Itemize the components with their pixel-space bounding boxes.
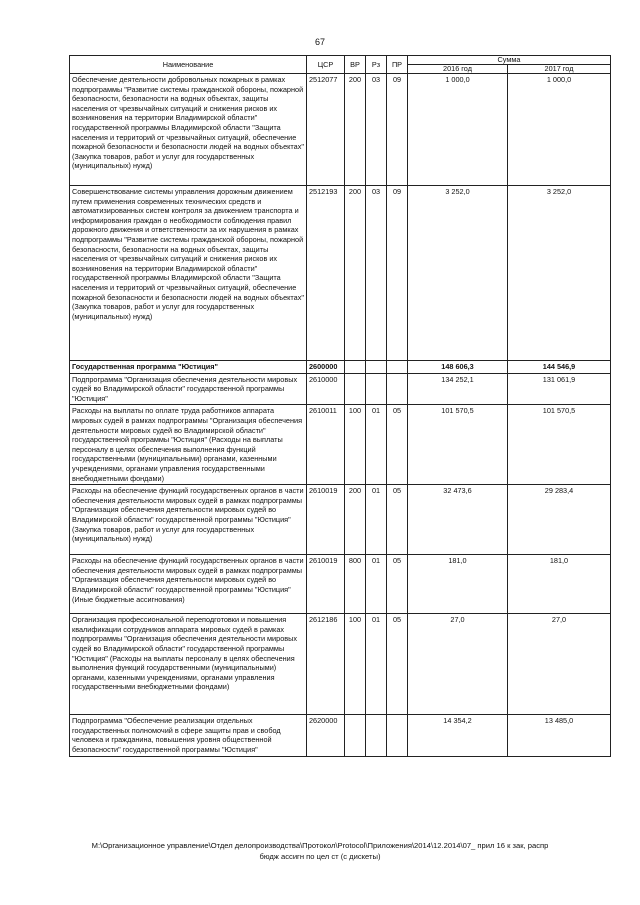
row-csr: 2610019 [307, 555, 345, 614]
row-pr: 09 [387, 186, 408, 361]
footer-line-1: М:\Организационное управление\Отдел делопроизводства\Протокол\Protocol\Приложения\2014\12.2014\07_ прил 16 к зак, распр [91, 841, 549, 850]
row-vr: 100 [345, 614, 366, 715]
row-vr: 200 [345, 74, 366, 186]
header-rz: Рз [366, 56, 387, 74]
row-2016: 1 000,0 [408, 74, 508, 186]
row-rz: 01 [366, 555, 387, 614]
header-2017: 2017 год [508, 65, 611, 74]
row-name: Расходы на обеспечение функций государственных органов в части обеспечения деятельности мировых судей в рамках подпрограммы "Организация обеспечения деятельности мировых судей во Владимирской области" государственной программы "Юстиция" (Закупка товаров, работ и услуг для государственных (муниципальных) нужд) [70, 485, 307, 555]
row-2017: 1 000,0 [508, 74, 611, 186]
row-2017: 3 252,0 [508, 186, 611, 361]
table-row [70, 405, 611, 485]
row-2016: 181,0 [408, 555, 508, 614]
table-row [70, 715, 611, 756]
row-vr [345, 715, 366, 756]
row-name: Государственная программа "Юстиция" [70, 361, 307, 374]
table-row [70, 614, 611, 715]
row-rz: 01 [366, 614, 387, 715]
row-vr: 800 [345, 555, 366, 614]
row-csr: 2512077 [307, 74, 345, 186]
row-vr: 100 [345, 405, 366, 485]
row-name: Подпрограмма "Организация обеспечения деятельности мировых судей во Владимирской области" государственной программы "Юстиция" [70, 373, 307, 405]
row-2016: 32 473,6 [408, 485, 508, 555]
table-row [70, 485, 611, 555]
row-rz: 01 [366, 485, 387, 555]
table-row [70, 361, 611, 374]
row-pr: 05 [387, 614, 408, 715]
header-2016: 2016 год [408, 65, 508, 74]
row-rz: 03 [366, 186, 387, 361]
row-csr: 2600000 [307, 361, 345, 374]
row-2017: 181,0 [508, 555, 611, 614]
row-pr [387, 361, 408, 374]
row-name: Расходы на выплаты по оплате труда работников аппарата мировых судей в рамках подпрограммы "Организация обеспечения деятельности мировых судей во Владимирской области" государственной программы "Юстиция" (Расходы на выплаты персоналу в целях обеспечения выполнения функций государственными (муниципальными) органами, казенными учреждениями, органами управления государственными внебюджетными фондами) [70, 405, 307, 485]
header-pr: ПР [387, 56, 408, 74]
row-2017: 131 061,9 [508, 373, 611, 405]
table-row [70, 373, 611, 405]
row-csr: 2620000 [307, 715, 345, 756]
header-vr: ВР [345, 56, 366, 74]
row-csr: 2612186 [307, 614, 345, 715]
row-name: Расходы на обеспечение функций государственных органов в части обеспечения деятельности мировых судей в рамках подпрограммы "Организация обеспечения деятельности мировых судей во Владимирской области" государственной программы "Юстиция" (Иные бюджетные ассигнования) [70, 555, 307, 614]
row-name: Обеспечение деятельности добровольных пожарных в рамках подпрограммы "Развитие системы гражданской обороны, пожарной безопасности, безопасности на водных объектах, защиты населения от чрезвычайных ситуаций и снижения рисков их возникновения на территории Владимирской области" государственной программы Владимирской области "Защита населения и территорий от чрезвычайных ситуаций, обеспечение пожарной безопасности и безопасности людей на водных объектах" (Закупка товаров, работ и услуг для государственных (муниципальных) нужд) [70, 74, 307, 186]
row-2016: 14 354,2 [408, 715, 508, 756]
row-pr: 09 [387, 74, 408, 186]
row-vr [345, 373, 366, 405]
row-csr: 2512193 [307, 186, 345, 361]
table-row [70, 555, 611, 614]
footer-line-2: бюдж ассигн по цел ст (с дискеты) [259, 852, 381, 861]
row-2017: 13 485,0 [508, 715, 611, 756]
header-name: Наименование [70, 56, 307, 74]
row-2016: 3 252,0 [408, 186, 508, 361]
row-2016: 148 606,3 [408, 361, 508, 374]
row-vr: 200 [345, 485, 366, 555]
budget-table [69, 55, 611, 757]
row-2017: 144 546,9 [508, 361, 611, 374]
row-2017: 29 283,4 [508, 485, 611, 555]
row-rz: 01 [366, 405, 387, 485]
row-csr: 2610011 [307, 405, 345, 485]
row-rz [366, 373, 387, 405]
row-pr: 05 [387, 405, 408, 485]
table-row [70, 74, 611, 186]
row-name: Организация профессиональной переподготовки и повышения квалификации сотрудников аппарата мировых судей в рамках подпрограммы "Организация обеспечения деятельности мировых судей во Владимирской области" государственной программы "Юстиция" (Расходы на выплаты персоналу в целях обеспечения выполнения функций государственными (муниципальными) органами, казенными учреждениями, органами управления государственными внебюджетными фондами) [70, 614, 307, 715]
footer-path [0, 840, 640, 862]
table-row [70, 186, 611, 361]
header-sum: Сумма [408, 56, 611, 65]
row-2017: 101 570,5 [508, 405, 611, 485]
row-pr: 05 [387, 555, 408, 614]
row-2016: 101 570,5 [408, 405, 508, 485]
row-csr: 2610019 [307, 485, 345, 555]
row-name: Подпрограмма "Обеспечение реализации отдельных государственных полномочий в сфере защиты прав и свобод человека и гражданина, повышения уровня общественной безопасности" государственной программы "Юстиция" [70, 715, 307, 756]
row-name: Совершенствование системы управления дорожным движением путем применения современных технических средств и автоматизированных систем контроля за движением транспорта и информирования граждан о необходимости соблюдения правил дорожного движения и ответственности за их нарушения в рамках подпрограммы "Развитие системы гражданской обороны, пожарной безопасности, безопасности на водных объектах, защиты населения от чрезвычайных ситуаций и снижения рисков их возникновения на территории Владимирской области" государственной программы Владимирской области "Защита населения и территорий от чрезвычайных ситуаций, обеспечение пожарной безопасности и безопасности людей на водных объектах" (Закупка товаров, работ и услуг для государственных (муниципальных) нужд) [70, 186, 307, 361]
row-2017: 27,0 [508, 614, 611, 715]
row-vr [345, 361, 366, 374]
row-pr [387, 373, 408, 405]
row-csr: 2610000 [307, 373, 345, 405]
row-rz: 03 [366, 74, 387, 186]
row-2016: 27,0 [408, 614, 508, 715]
row-vr: 200 [345, 186, 366, 361]
row-pr: 05 [387, 485, 408, 555]
row-rz [366, 715, 387, 756]
row-pr [387, 715, 408, 756]
header-csr: ЦСР [307, 56, 345, 74]
row-2016: 134 252,1 [408, 373, 508, 405]
row-rz [366, 361, 387, 374]
page-number: 67 [314, 37, 325, 47]
